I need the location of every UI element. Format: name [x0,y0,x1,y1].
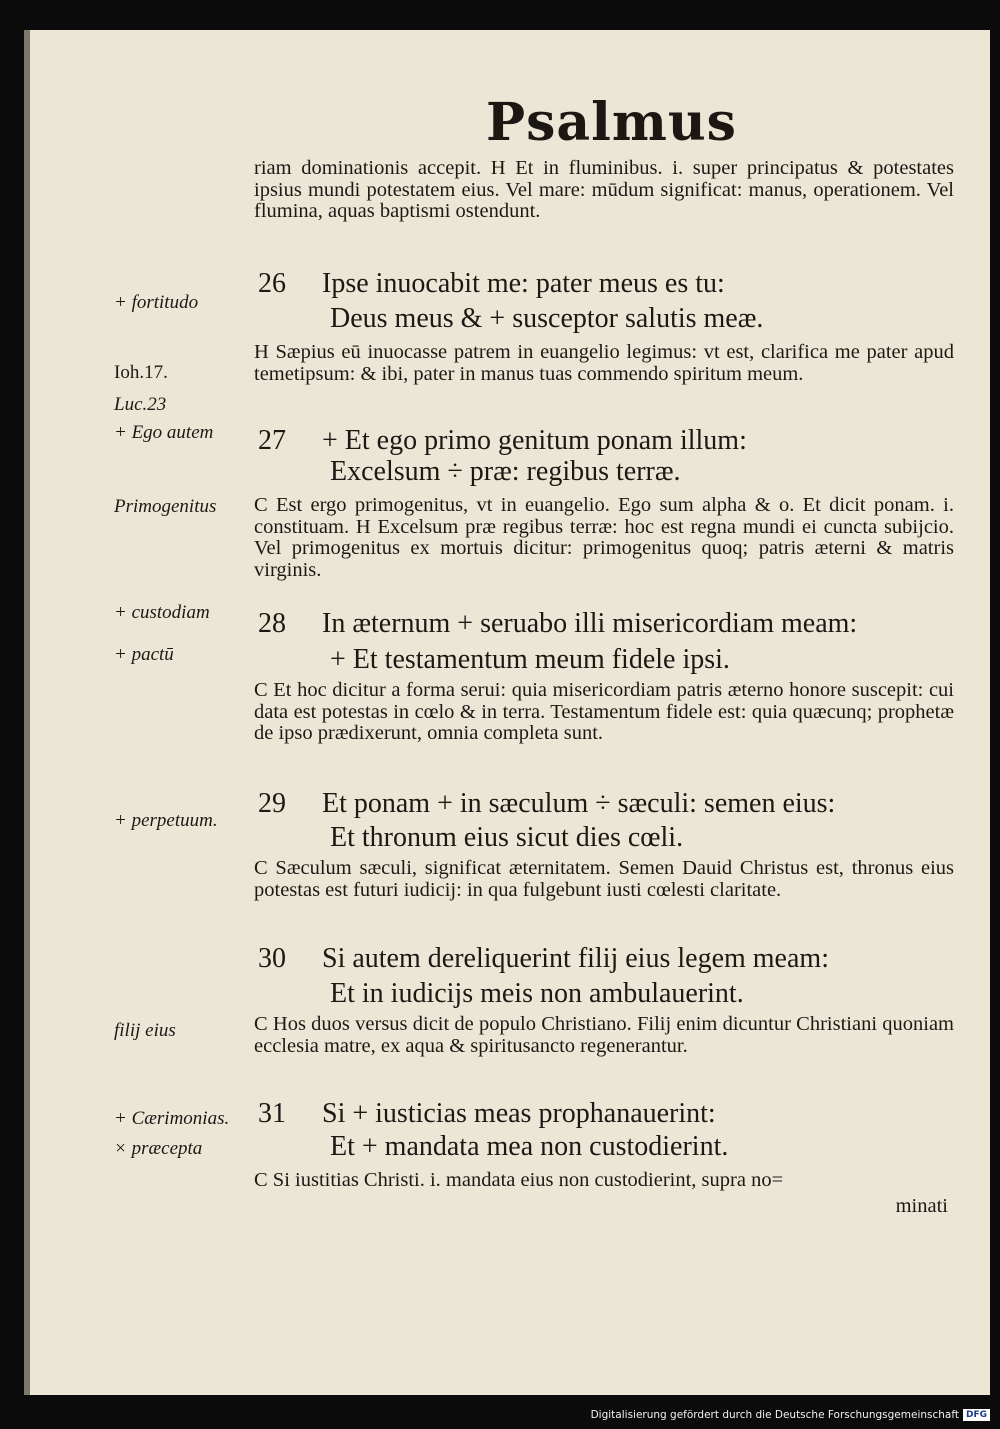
verse-commentary: C Sæculum sæculi, significat æternitatem. Semen Dauid Christus est, thronus eius potestas est futuri iudicij: in qua fulgebunt iusti cœlesti claritate. [254,857,954,901]
verse-commentary: C Hos duos versus dicit de populo Christiano. Filij enim dicuntur Christiani quoniam ecclesia matre, ex aqua & spiritusancto regenerantur. [254,1013,954,1057]
verse-commentary: C Est ergo primogenitus, vt in euangelio. Ego sum alpha & o. Et dicit ponam. i. constituam. H Excelsum præ regibus terræ: hoc est regna mundi ei cuncta subijcio. Vel primogenitus ex mortuis dicitur: primogenitus quoq; patris æterni & matris virginis. [254,494,954,581]
verse-number: 29 [258,788,286,819]
margin-note: + Ego autem [114,422,214,443]
verse-number: 31 [258,1098,286,1129]
verse-line: Et ponam + in sæculum ÷ sæculi: semen eius: [322,788,836,819]
verse-line: + Et ego primo genitum ponam illum: [322,425,747,456]
margin-note: Luc.23 [114,394,167,415]
catchword: minati [895,1195,948,1217]
margin-note: filij eius [114,1020,176,1041]
margin-note: Ioh.17. [114,362,168,383]
margin-note: + pactū [114,644,174,665]
margin-note: + Cærimonias. [114,1108,230,1129]
verse-number: 27 [258,425,286,456]
verse-line: Si + iusticias meas prophanauerint: [322,1098,716,1129]
verse-line: Et thronum eius sicut dies cœli. [330,822,684,853]
verse-commentary: H Sæpius eū inuocasse patrem in euangelio legimus: vt est, clarifica me pater apud temetipsum: & ibi, pater in manus tuas commendo spiritum meum. [254,341,954,385]
verse-line: Et + mandata mea non custodierint. [330,1131,729,1162]
margin-note: + fortitudo [114,292,199,313]
verse-line: In æternum + seruabo illi misericordiam meam: [322,608,858,639]
margin-note: + perpetuum. [114,810,218,831]
dfg-logo-icon: DFG [963,1409,990,1421]
verse-line: Excelsum ÷ præ: regibus terræ. [330,456,681,487]
footer-text: Digitalisierung gefördert durch die Deutsche Forschungsgemeinschaft [590,1409,959,1421]
verse-line: Deus meus & + susceptor salutis meæ. [330,303,764,334]
verse-number: 30 [258,943,286,974]
margin-note: × præcepta [114,1138,203,1159]
margin-note: Primogenitus [114,496,217,517]
opening-commentary: riam dominationis accepit. H Et in fluminibus. i. super principatus & potestates ipsius mundi potestatem eius. Vel mare: mūdum significat: manus, operationem. Vel flumina, aquas baptismi ostendunt. [254,157,954,222]
verse-commentary: C Et hoc dicitur a forma serui: quia misericordiam patris æterno honore suscepit: cui data est potestas in cœlo & in terra. Testamentum fidele est: quia quæcunq; prophetæ de ipso prædixerunt, omnia completa sunt. [254,679,954,744]
margin-note: + custodiam [114,602,210,623]
page-header: Psalmus [486,92,737,153]
verse-line: + Et testamentum meum fidele ipsi. [330,644,730,675]
verse-number: 26 [258,268,286,299]
verse-line: Ipse inuocabit me: pater meus es tu: [322,268,725,299]
verse-line: Et in iudicijs meis non ambulauerint. [330,978,744,1009]
verse-commentary: C Si iustitias Christi. i. mandata eius non custodierint, supra no= [254,1169,784,1191]
footer [591,1409,990,1421]
verse-line: Si autem dereliquerint filij eius legem meam: [322,943,829,974]
verse-number: 28 [258,608,286,639]
